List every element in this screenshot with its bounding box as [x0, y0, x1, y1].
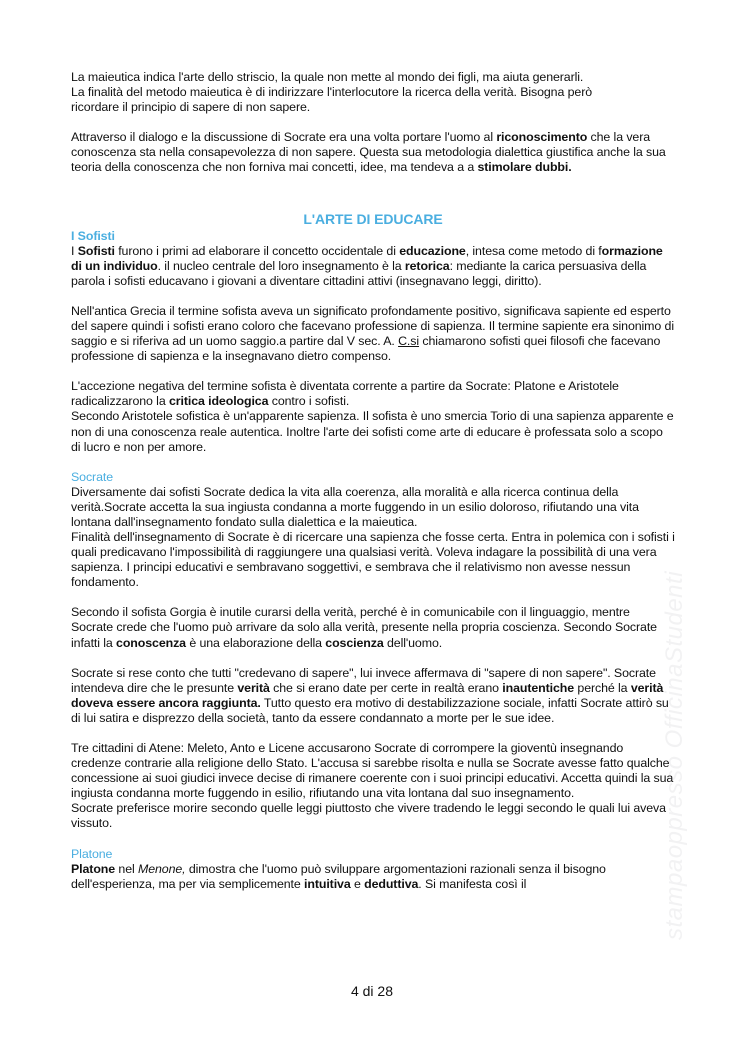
bold-term: riconoscimento — [496, 130, 588, 145]
sofisti-paragraph-2: Nell'antica Grecia il termine sofista aveva un significato profondamente positivo, significava sapiente ed esperto del sapere quindi i sofisti erano coloro che facevano professione di sapienza. Il termine sapiente era sinonimo di saggio e si riferiva ad un uomo saggio.a partire dal V sec. A. C.si chiamarono sofisti quei filosofi che facevano professione di sapienza e la insegnavano dietro compenso. — [71, 303, 674, 364]
bold-term: deduttiva — [364, 876, 419, 891]
intro-paragraph-2: Attraverso il dialogo e la discussione di Socrate era una volta portare l'uomo al riconoscimento che la vera conoscenza sta nella consapevolezza di non sapere. Questa sua metodologia dialettica giustifica anche la sua teoria della conoscenza che non forniva mai concetti, idee, ma tendeva a a stimolare dubbi. — [71, 130, 666, 175]
italic-title: Menone, — [137, 861, 186, 876]
bold-term: ormazione di un individuo — [71, 243, 663, 273]
bold-term: conoscenza — [116, 635, 186, 650]
sofisti-paragraph-3: L'accezione negativa del termine sofista è diventata corrente a partire da Socrate: Platone e Aristotele radicalizzarono la critica ideologica contro i sofisti. Secondo Aristotele sofistica è un'apparente sapienza. Il sofista è uno smercia Torio di una sapienza apparente e non di una conoscenza reale autentica. Inoltre l'arte dei sofisti come arte di educare è professata solo a scopo di lucro e non per amore. — [71, 379, 674, 454]
bold-term: coscienza — [325, 635, 384, 650]
subheading-platone: Platone — [71, 846, 113, 861]
intro-paragraph-1 — [71, 70, 675, 115]
watermark-text: stampaoppresso OfficinaStudenti — [661, 570, 688, 940]
bold-term: intuitiva — [304, 876, 351, 891]
document-page — [71, 70, 675, 892]
socrate-paragraph-2: Secondo il sofista Gorgia è inutile curarsi della verità, perché è in comunicabile con il linguaggio, mentre Socrate crede che l'uomo può arrivare da solo alla verità, presente nella propria coscienza. Secondo Socrate infatti la conoscenza è una elaborazione della coscienza dell'uomo. — [71, 605, 657, 650]
socrate-paragraph-4: Tre cittadini di Atene: Meleto, Anto e Licene accusarono Socrate di corrompere la gioventù insegnando credenze contrarie alla religione dello Stato. L'accusa si sarebbe risolta e nulla se Socrate avesse fatto qualche concessione ai suoi giudici invece decise di rimanere coerente con i suoi principi educativi. Accetta quindi la sua ingiusta condanna morte fuggendo in esilio, rifiutando una vita lontana dal suo insegnamento. Socrate preferisce morire secondo quelle leggi piuttosto che vivere tradendo le leggi secondo le quali lui aveva vissuto. — [71, 741, 674, 831]
platone-paragraph-1: Platone nel Menone, dimostra che l'uomo può sviluppare argomentazioni razionali senza il bisogno dell'esperienza, ma per via semplicemente intuitiva e deduttiva. Si manifesta così il — [71, 861, 606, 891]
intro-line: ricordare il principio di sapere di non sapere. — [71, 100, 311, 115]
bold-term: verità doveva essere ancora raggiunta. — [71, 680, 664, 710]
bold-term: Sofisti — [77, 243, 115, 258]
bold-term: inautentiche — [502, 680, 575, 695]
bold-term: educazione — [399, 243, 466, 258]
subheading-sofisti: I Sofisti — [71, 228, 115, 243]
bold-term: critica ideologica — [168, 394, 269, 409]
bold-term: verità — [237, 680, 270, 695]
intro-line: La maieutica indica l'arte dello striscio, la quale non mette al mondo dei figli, ma aiuta generarli. — [71, 70, 584, 84]
underlined-text: C.si — [398, 334, 420, 349]
sofisti-paragraph-1: I Sofisti furono i primi ad elaborare il concetto occidentale di educazione, intesa come metodo di formazione di un individuo. il nucleo centrale del loro insegnamento è la retorica: mediante la carica persuasiva della parola i sofisti educavano i giovani a diventare cittadini attivi (insegnavano leggi, diritto). — [71, 243, 663, 288]
socrate-paragraph-1: Diversamente dai sofisti Socrate dedica la vita alla coerenza, alla moralità e alla ricerca continua della verità.Socrate accetta la sua ingiusta condanna a morte fuggendo in un esilio doloroso, rifiutando una vita lontana dall'insegnamento fondato sulla dialettica e la maieutica. Finalità dell'insegnamento di Socrate è di ricercare una sapienza che fosse certa. Entra in polemica con i sofisti i quali predicavano l'impossibilità di raggiungere una qualsiasi verità. Voleva indagare la possibilità di una vera sapienza. I principi educativi e sembravano soggettivi, e sembrava che il relativismo non avesse nessun fondamento. — [71, 484, 675, 590]
page-number: 4 di 28 — [350, 983, 394, 999]
bold-term: Platone — [71, 861, 116, 876]
bold-term: stimolare dubbi. — [477, 160, 572, 175]
subheading-socrate: Socrate — [71, 469, 114, 484]
socrate-paragraph-3: Socrate si rese conto che tutti "credevano di sapere", lui invece affermava di "sapere di non sapere". Socrate intendeva dire che le presunte verità che si erano date per certe in realtà erano inautentiche perché la verità doveva essere ancora raggiunta. Tutto questo era motivo di destabilizzazione sociale, infatti Socrate attirò su di lui satira e disprezzo della società, tanto da essere condannato a morte per le sue idee. — [71, 665, 669, 725]
watermark — [657, 540, 688, 940]
intro-line: La finalità del metodo maieutica è di indirizzare l'interlocutore la ricerca della verità. Bisogna però — [71, 85, 593, 100]
bold-term: retorica — [404, 258, 450, 273]
section-title: L'ARTE DI EDUCARE — [303, 210, 443, 227]
